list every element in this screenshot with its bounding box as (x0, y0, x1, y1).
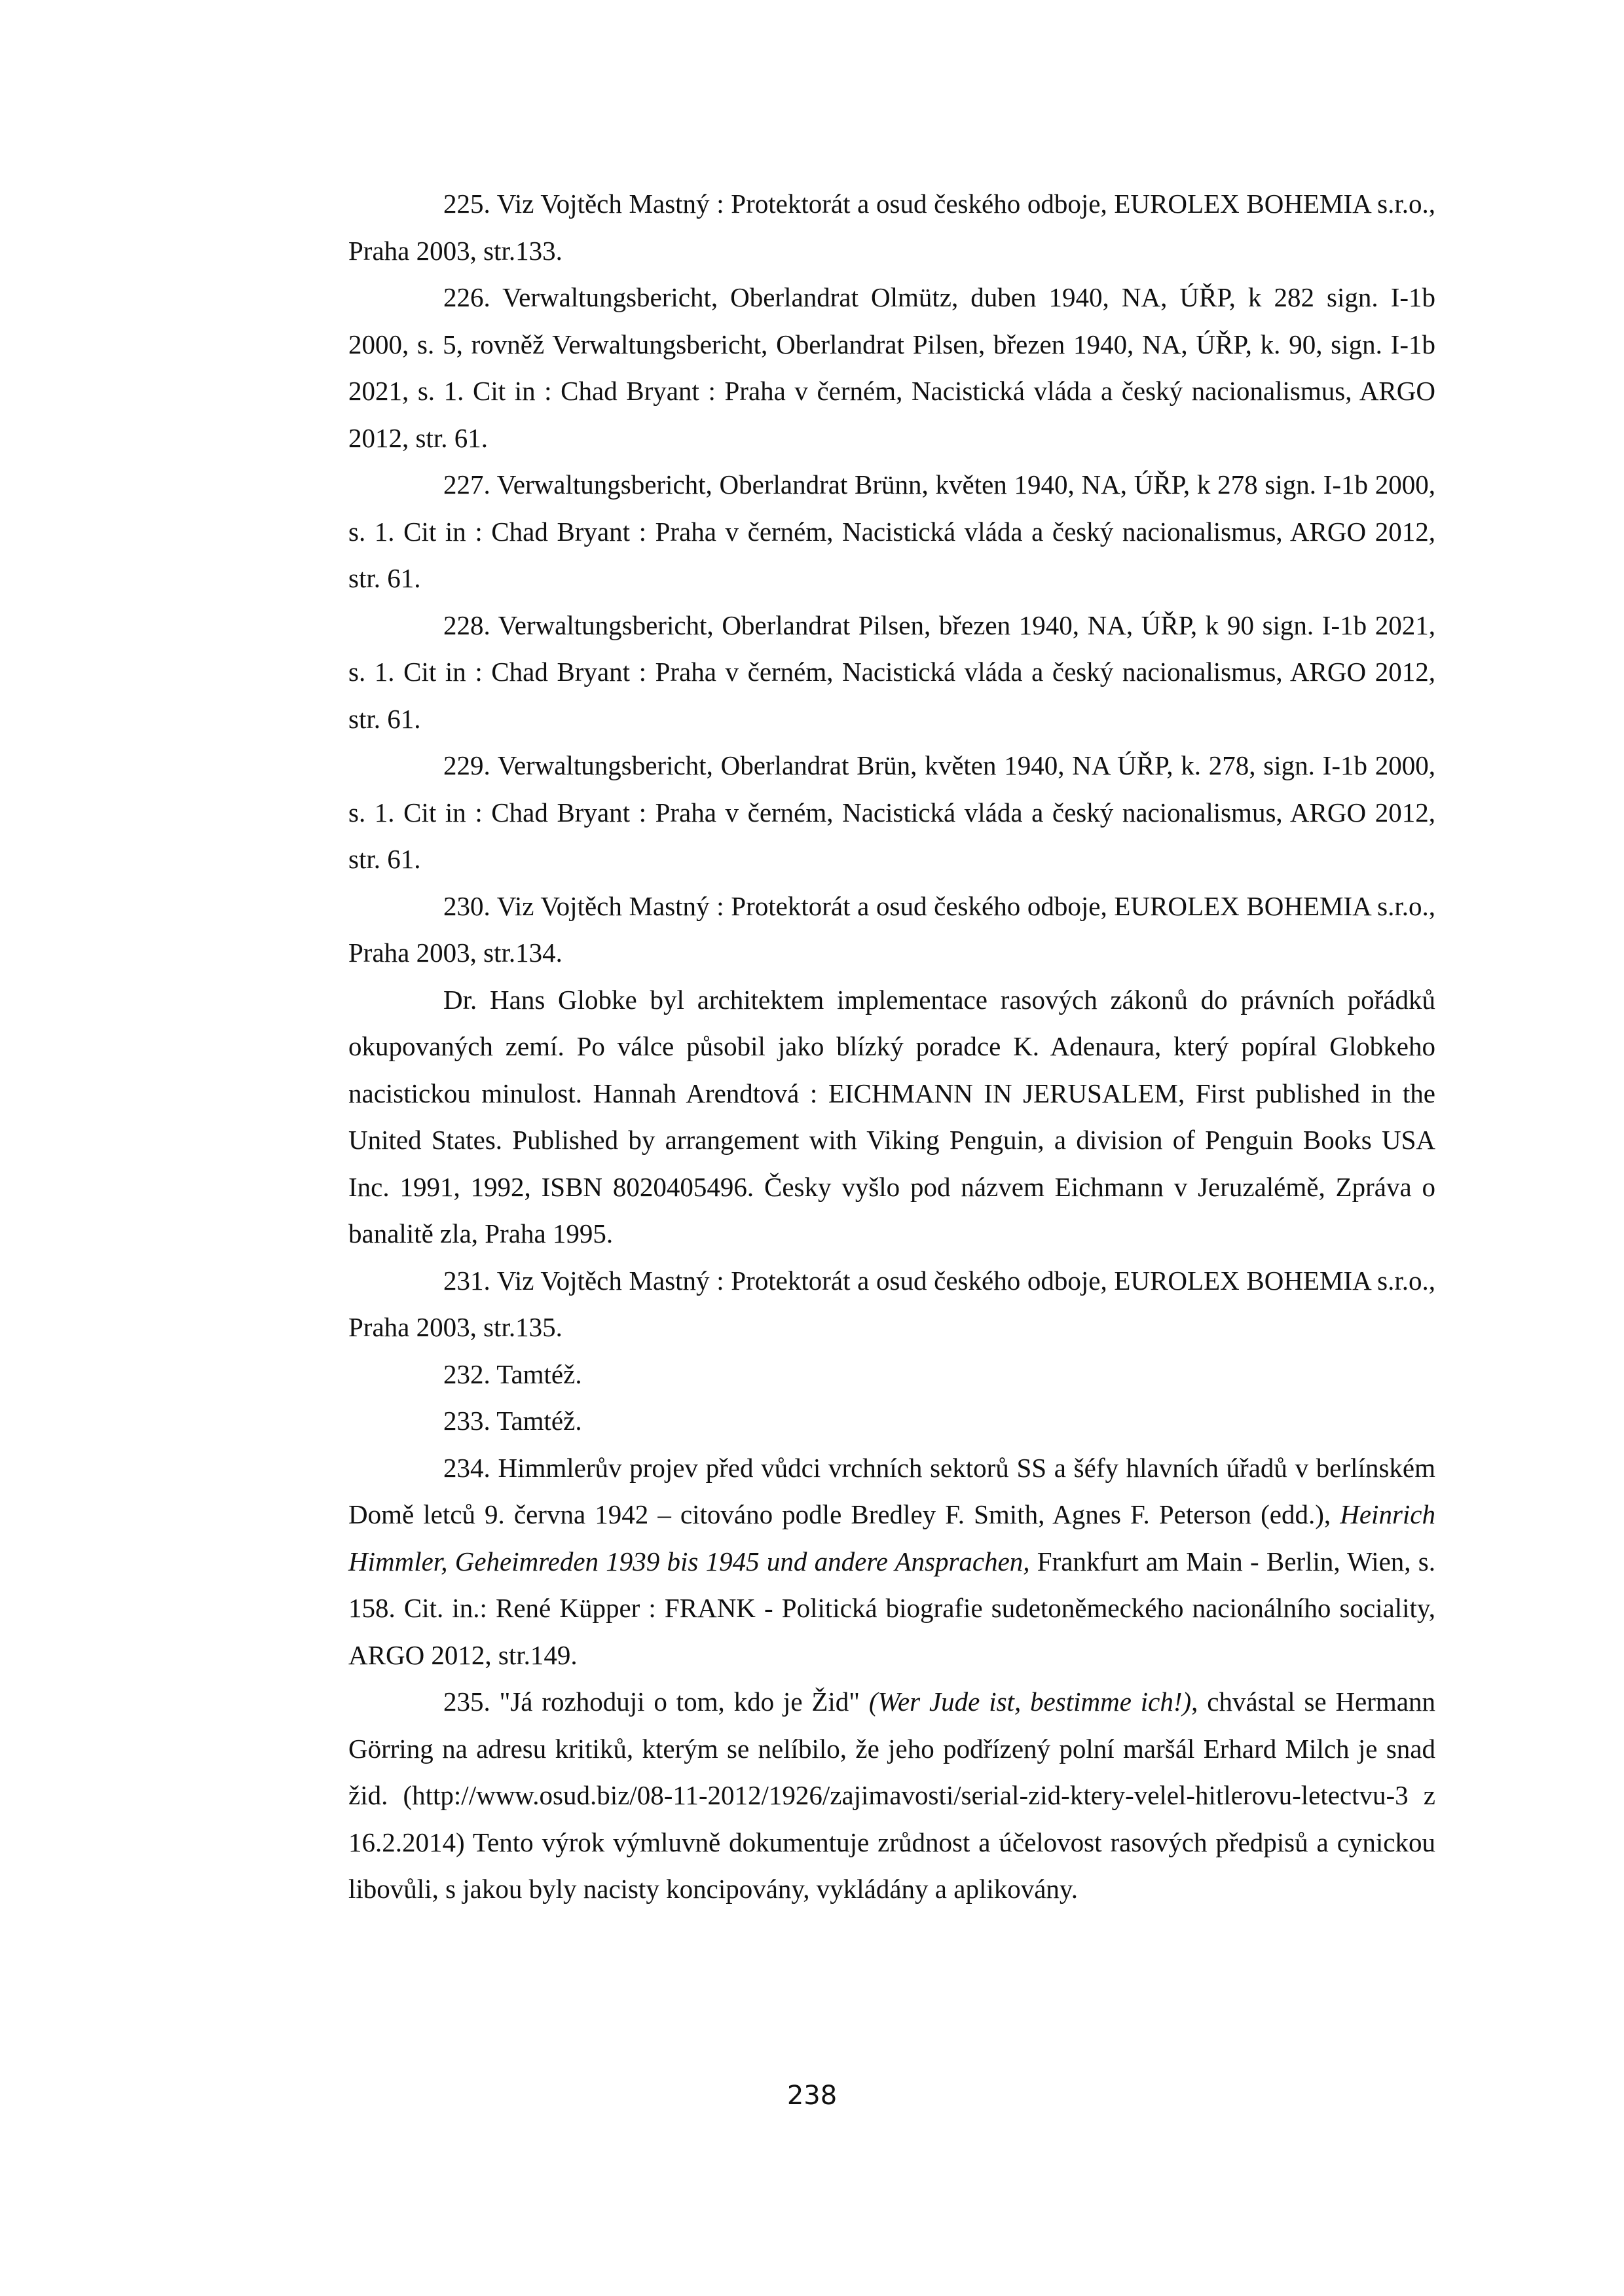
page-number: 238 (786, 2081, 838, 2111)
footnote-235-text-end: , chvástal se Hermann Görring na adresu kritiků, kterým se nelíbilo, že jeho podřízený polní maršál Erhard Milch je snad žid. (http://www.osud.biz/08-11-2012/1926/zajimavosti/serial-zid-ktery-velel-hitlerovu-letectvu-3 z 16.2.2014) Tento výrok výmluvně dokumentuje zrůdnost a účelovost rasových předpisů a cynickou libovůli, s jakou byly nacisty koncipovány, vykládány a aplikovány. (348, 1686, 1435, 1904)
footnote-232: 232. Tamtéž. (443, 1358, 582, 1389)
footnote-234-italic-title: Heinrich Himmler, Geheimreden 1939 bis 1945 und andere Ansprachen, (348, 1499, 1435, 1576)
footnote-229: 229. Verwaltungsbericht, Oberlandrat Brün, květen 1940, NA ÚŘP, k. 278, sign. I-1b 2000, s. 1. Cit in : Chad Bryant : Praha v černém, Nacistická vláda a český nacionalismus, ARGO 2012, str. 61. (348, 750, 1435, 874)
footnote-227: 227. Verwaltungsbericht, Oberlandrat Brünn, květen 1940, NA, ÚŘP, k 278 sign. I-1b 2000, s. 1. Cit in : Chad Bryant : Praha v černém, Nacistická vláda a český nacionalismus, ARGO 2012, str. 61. (348, 469, 1435, 593)
footnote-230-note: Dr. Hans Globke byl architektem implementace rasových zákonů do právních pořádků okupovaných zemí. Po válce působil jako blízký poradce K. Adenaura, který popíral Globkeho nacistickou minulost. Hannah Arendtová : EICHMANN IN JERUSALEM, First published in the United States. Published by arrangement with Viking Penguin, a division of Penguin Books USA Inc. 1991, 1992, ISBN 8020405496. Česky vyšlo pod názvem Eichmann v Jeruzalémě, Zpráva o banalitě zla, Praha 1995. (348, 984, 1435, 1248)
footnote-230: 230. Viz Vojtěch Mastný : Protektorát a osud českého odboje, EUROLEX BOHEMIA s.r.o., Praha 2003, str.134. (348, 890, 1435, 968)
footnote-234 (348, 1445, 1435, 1679)
footnote-234-text: 234. Himmlerův projev před vůdci vrchních sektorů SS a šéfy hlavních úřadů v berlínském Domě letců 9. června 1942 – citováno podle Bredley F. Smith, Agnes F. Peterson (edd.), (348, 1452, 1435, 1529)
footnote-235 (348, 1679, 1435, 1913)
footnote-228: 228. Verwaltungsbericht, Oberlandrat Pilsen, březen 1940, NA, ÚŘP, k 90 sign. I-1b 2021, s. 1. Cit in : Chad Bryant : Praha v černém, Nacistická vláda a český nacionalismus, ARGO 2012, str. 61. (348, 610, 1435, 734)
footnote-226: 226. Verwaltungsbericht, Oberlandrat Olmütz, duben 1940, NA, ÚŘP, k 282 sign. I-1b 2000, s. 5, rovněž Verwaltungsbericht, Oberlandrat Pilsen, březen 1940, NA, ÚŘP, k. 90, sign. I-1b 2021, s. 1. Cit in : Chad Bryant : Praha v černém, Nacistická vláda a český nacionalismus, ARGO 2012, str. 61. (348, 282, 1435, 453)
footnote-231: 231. Viz Vojtěch Mastný : Protektorát a osud českého odboje, EUROLEX BOHEMIA s.r.o., Praha 2003, str.135. (348, 1265, 1435, 1342)
footnote-225: 225. Viz Vojtěch Mastný : Protektorát a osud českého odboje, EUROLEX BOHEMIA s.r.o., Praha 2003, str.133. (348, 189, 1435, 266)
footnote-235-italic-quote: (Wer Jude ist, bestimme ich!) (868, 1686, 1192, 1717)
footnotes-section (348, 181, 1435, 1913)
footnote-233: 233. Tamtéž. (443, 1406, 582, 1436)
footnote-234-text-end: Frankfurt am Main - Berlin, Wien, s. 158. Cit. in.: René Küpper : FRANK - Politická biografie sudetoněmeckého nacionálního sociality, ARGO 2012, str.149. (348, 1546, 1436, 1670)
footnote-235-text: 235. "Já rozhoduji o tom, kdo je Žid" (443, 1686, 869, 1717)
